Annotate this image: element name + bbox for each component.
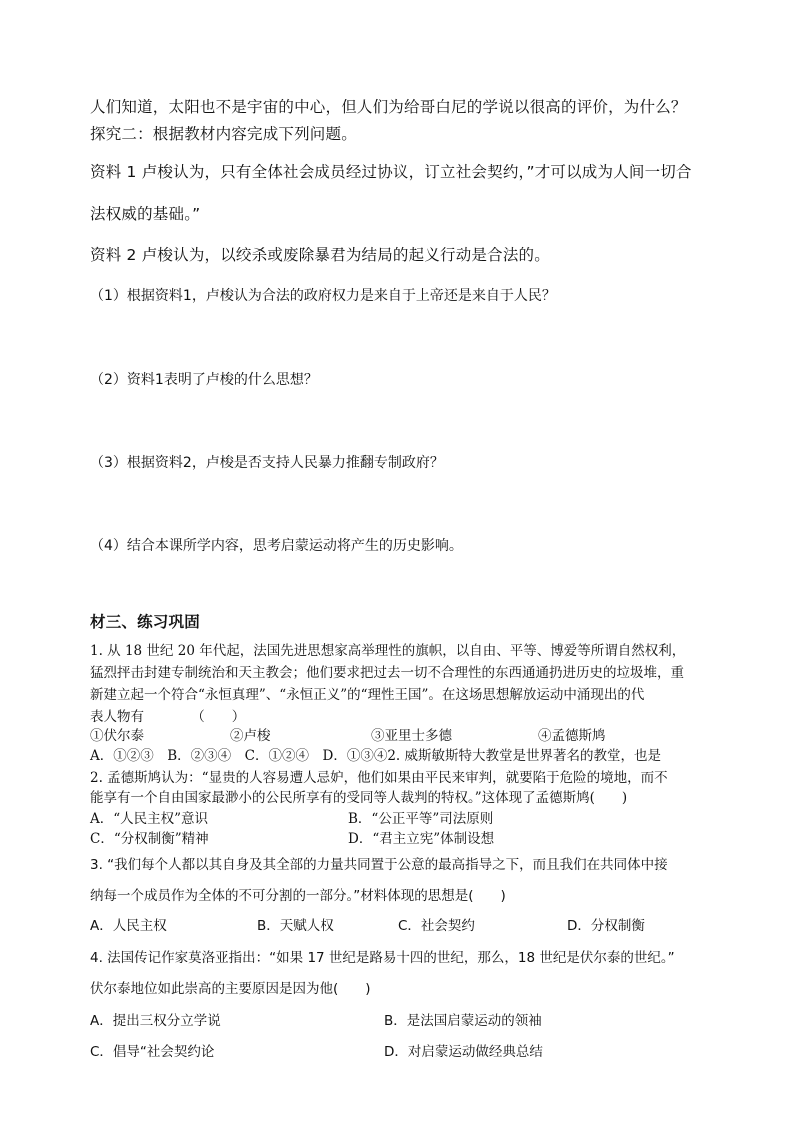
sub-question-3: （3）根据资料2，卢梭是否支持人民暴力推翻专制政府？ (90, 455, 444, 471)
q3-option: B．天赋人权 (257, 918, 334, 934)
q1-item: ②卢梭 (230, 728, 271, 744)
q1-line-2: 猛烈抨击封建专制统治和天主教会；他们要求把过去一切不合理性的东西通通扔进历史的垃圾堆，重 (90, 665, 684, 681)
section-heading: 材三、练习巩固 (90, 613, 200, 631)
q2-options-row-2 (90, 827, 710, 847)
q1-options: A．①②③ B．②③④ C．①②④ D．①③④2. 威斯敏斯特大教堂是世界著名的教堂，也是 (90, 748, 661, 764)
q4-line-1: 4. 法国传记作家莫洛亚指出：“如果 17 世纪是路易十四的世纪，那么，18 世纪是伏尔泰的世纪。” (90, 950, 675, 966)
q4-options-row-1 (90, 1009, 710, 1029)
q1-line-3: 新建立起一个符合“永恒真理”、“永恒正义”的“理性王国”。在这场思想解放运动中涌现出的代 (90, 687, 645, 703)
q4-line-2: 伏尔泰地位如此崇高的主要原因是因为他( ) (90, 981, 371, 997)
sub-question-4: （4）结合本课所学内容，思考启蒙运动将产生的历史影响。 (90, 538, 463, 554)
q1-items-row (90, 724, 710, 744)
q1-item: ①伏尔泰 (90, 728, 144, 744)
q3-line-1: 3. “我们每个人都以其自身及其全部的力量共同置于公意的最高指导之下，而且我们在共同体中接 (90, 857, 668, 873)
q2-option: D．“君主立宪”体制设想 (348, 831, 495, 847)
explore-two-heading: 探究二：根据教材内容完成下列问题。 (90, 125, 357, 143)
q3-option: C．社会契约 (398, 918, 475, 934)
sub-question-1: （1）根据资料1，卢梭认为合法的政府权力是来自于上帝还是来自于人民？ (90, 288, 556, 304)
q3-line-2: 纳每一个成员作为全体的不可分割的一部分。”材料体现的思想是( ) (90, 888, 506, 904)
material-one-line-1: 资料 1 卢梭认为，只有全体社会成员经过协议，订立社会契约，”才可以成为人间一切合 (90, 163, 692, 181)
q2-option: C．“分权制衡”精神 (90, 831, 209, 847)
q4-options-row-2 (90, 1040, 710, 1060)
q2-option: B．“公正平等”司法原则 (348, 811, 494, 827)
q1-item: ③亚里士多德 (371, 728, 452, 744)
q2-options-row-1 (90, 807, 710, 827)
q3-options-row (90, 914, 710, 934)
q1-line-4: 表人物有 （ ） (90, 709, 246, 725)
q3-option: A．人民主权 (90, 918, 167, 934)
sub-question-2: （2）资料1表明了卢梭的什么思想？ (90, 372, 318, 388)
q3-option: D．分权制衡 (567, 918, 645, 934)
q4-option: B．是法国启蒙运动的领袖 (384, 1013, 542, 1029)
material-one-line-2: 法权威的基础。” (90, 205, 201, 223)
q4-option: D．对启蒙运动做经典总结 (384, 1044, 543, 1060)
q1-item: ④孟德斯鸠 (538, 728, 606, 744)
q4-option: C．倡导“社会契约论 (90, 1044, 215, 1060)
q1-line-1: 1. 从 18 世纪 20 年代起，法国先进思想家高举理性的旗帜，以自由、平等、博爱等所谓自然权利， (90, 643, 686, 659)
q2-option: A．“人民主权”意识 (90, 811, 209, 827)
q2-line-2: 能享有一个自由国家最渺小的公民所享有的受同等人裁判的特权。”这体现了孟德斯鸠( ) (90, 790, 628, 806)
question-heliocentric: 人们知道，太阳也不是宇宙的中心，但人们为给哥白尼的学说以很高的评价，为什么？ (90, 98, 687, 116)
q4-option: A．提出三权分立学说 (90, 1013, 221, 1029)
material-two: 资料 2 卢梭认为，以绞杀或废除暴君为结局的起义行动是合法的。 (90, 246, 550, 264)
q2-line-1: 2. 孟德斯鸠认为：“显贵的人容易遭人忌妒，他们如果由平民来审判，就要陷于危险的境地，而不 (90, 770, 668, 786)
